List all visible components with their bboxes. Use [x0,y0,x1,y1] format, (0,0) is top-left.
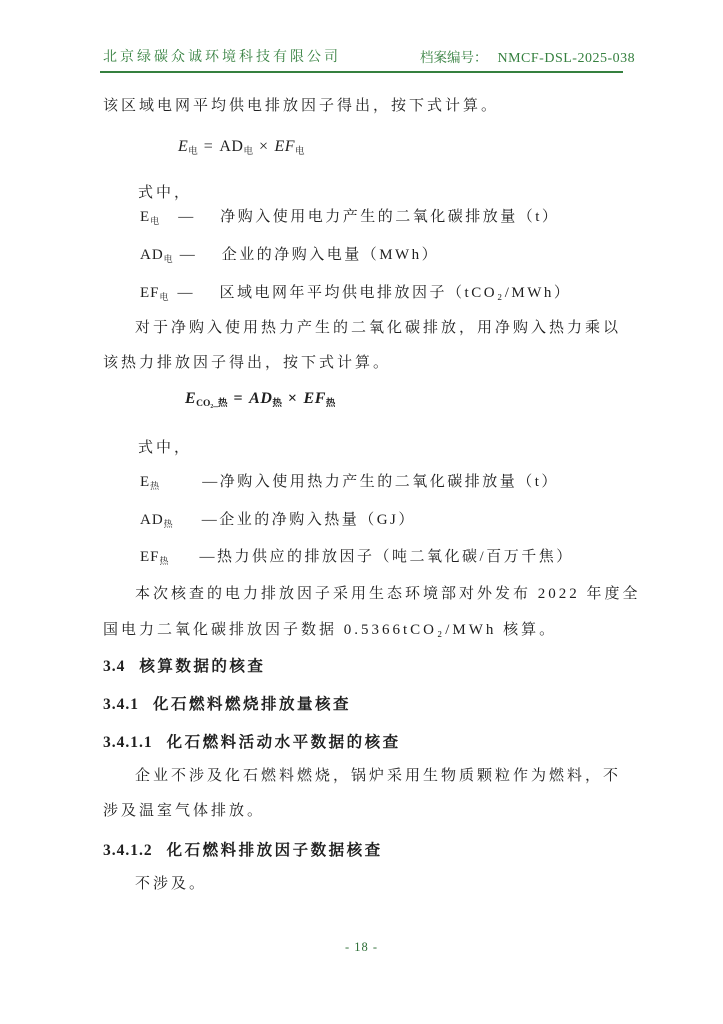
heading-title: 化石燃料排放因子数据核查 [166,842,383,859]
formula-subscript: 热 [272,399,282,409]
term-subscript: 热 [150,481,161,491]
header-archive [420,46,636,67]
formula-subscript: 热 [325,399,336,409]
definition-term: $AD_热$ [140,512,174,529]
definition-text: —热力供应的排放因子（吨二氧化碳/百万千焦） [199,549,574,565]
page-number: - 18 - [344,940,379,954]
term-subscript: 电 [159,292,170,302]
term-subscript: 热 [159,556,170,566]
definition-text: —企业的净购入热量（GJ） [201,512,416,528]
definition-term: $E_热$ [140,474,161,491]
term-subscript: 电 [163,254,174,264]
definition-row [140,470,625,491]
formula-subscript: 电 [188,147,198,157]
heading-number: 3.4.1.1 [103,734,153,751]
definition-row [140,281,625,302]
definition-term: $EF_热$ [140,549,170,566]
definition-text: 净购入使用电力产生的二氧化碳排放量（t） [220,209,560,225]
em-dash: — [178,209,194,225]
definition-text: —净购入使用热力产生的二氧化碳排放量（t） [202,474,559,490]
paragraph-fossil-line1: 企业不涉及化石燃料燃烧，锅炉采用生物质颗粒作为燃料，不 [135,768,622,784]
heading-number: 3.4.1.2 [103,842,153,859]
times-sign: × [258,138,269,155]
heading-number: 3.4 [103,658,126,675]
where-label: 式中， [138,440,193,456]
heading-3-4-1-1 [103,730,625,752]
formula-term: AD [219,138,244,155]
formula-subscript: CO₂_热 [196,399,228,409]
heading-title: 核算数据的核查 [139,658,266,675]
definition-row [140,205,625,226]
archive-label: 档案编号： [420,50,488,65]
paragraph-factor-line2: 国电力二氧化碳排放因子数据 0.5366tCO₂/MWh 核算。 [103,622,558,638]
paragraph-intro: 该区域电网平均供电排放因子得出，按下式计算。 [103,98,500,114]
heading-title: 化石燃料燃烧排放量核查 [153,696,352,713]
equals-sign: = [203,138,214,155]
term-subscript: 热 [163,519,174,529]
heading-number: 3.4.1 [103,696,139,713]
definition-row [140,545,625,566]
formula-heat [185,390,335,408]
formula-subscript: 电 [295,147,305,157]
formula-term: E [185,390,197,407]
formula-subscript: 电 [243,147,253,157]
definition-term: $E_电$ [140,209,161,226]
term-subscript: 电 [150,216,161,226]
formula-electricity [178,138,305,156]
paragraph-not-involved: 不涉及。 [135,876,208,892]
definition-term: $EF_电$ [140,285,170,302]
formula-term: EF [274,138,296,155]
paragraph-factor-line1: 本次核查的电力排放因子采用生态环境部对外发布 2022 年度全 [135,586,641,602]
paragraph-heat-line2: 该热力排放因子得出，按下式计算。 [103,355,392,371]
heading-3-4-1 [103,692,625,714]
heading-3-4-1-2 [103,838,625,860]
em-dash: — [179,247,195,263]
heading-3-4 [103,654,625,676]
definition-row [140,508,625,529]
heading-title: 化石燃料活动水平数据的核查 [166,734,401,751]
paragraph-fossil-line2: 涉及温室气体排放。 [103,803,266,819]
times-sign: × [287,390,298,407]
definition-text: 区域电网年平均供电排放因子（tCO₂/MWh） [219,285,572,301]
formula-term: AD [249,390,273,407]
paragraph-heat-line1: 对于净购入使用热力产生的二氧化碳排放，用净购入热力乘以 [135,320,622,336]
header-rule [100,71,623,73]
definition-text: 企业的净购入电量（MWh） [221,247,440,263]
equals-sign: = [233,390,244,407]
formula-term: E [178,138,189,155]
where-label: 式中， [138,185,193,201]
definition-term: $AD_电$ [140,247,174,264]
archive-number: NMCF-DSL-2025-038 [497,51,636,66]
definition-row [140,243,625,264]
formula-term: EF [303,390,326,407]
header-company-name: 北京绿碳众诚环境科技有限公司 [103,50,341,65]
em-dash: — [177,285,193,301]
